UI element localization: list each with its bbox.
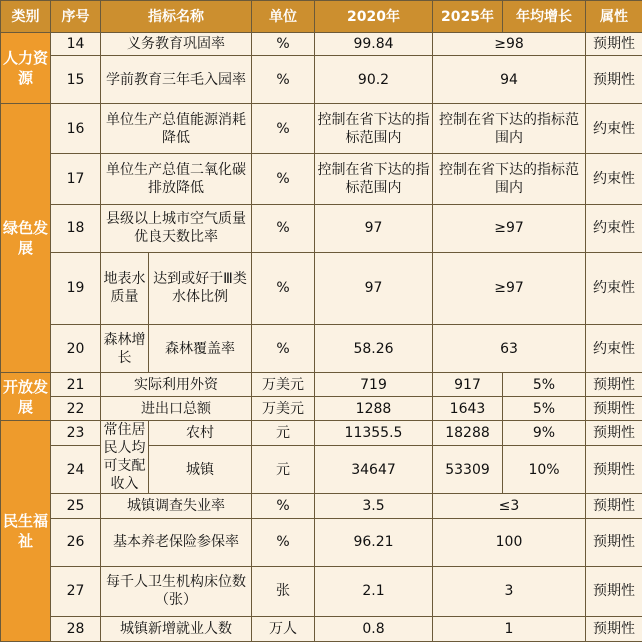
- table-row: [1, 324, 642, 372]
- unit-cell: 元: [252, 445, 315, 494]
- target-2025: 控制在省下达的指标范围内: [433, 104, 586, 154]
- table-row: [1, 204, 642, 252]
- indicator-name: 学前教育三年毛入园率: [101, 56, 252, 104]
- value-2020: 0.8: [315, 616, 433, 641]
- row-index: 27: [51, 566, 101, 616]
- target-2025: 控制在省下达的指标范围内: [433, 154, 586, 204]
- value-2025: 1643: [433, 397, 503, 421]
- value-2020: 97: [315, 252, 433, 324]
- unit-cell: %: [252, 33, 315, 56]
- attr-cell: 预期性: [586, 33, 642, 56]
- unit-cell: %: [252, 518, 315, 566]
- row-index: 14: [51, 33, 101, 56]
- unit-cell: %: [252, 104, 315, 154]
- value-2020: 2.1: [315, 566, 433, 616]
- attr-cell: 预期性: [586, 56, 642, 104]
- header-index: 序号: [51, 1, 101, 33]
- value-2020: 3.5: [315, 494, 433, 518]
- value-2025: 53309: [433, 445, 503, 494]
- header-unit: 单位: [252, 1, 315, 33]
- indicator-name: 城镇新增就业人数: [101, 616, 252, 641]
- row-index: 15: [51, 56, 101, 104]
- value-2020: 34647: [315, 445, 433, 494]
- growth-cell: 5%: [503, 397, 586, 421]
- value-2020: 控制在省下达的指标范围内: [315, 104, 433, 154]
- row-index: 22: [51, 397, 101, 421]
- table-row: [1, 154, 642, 204]
- unit-cell: 万美元: [252, 373, 315, 397]
- unit-cell: 张: [252, 566, 315, 616]
- category-human: 人力资源: [1, 33, 51, 104]
- row-index: 24: [51, 445, 101, 494]
- value-2025: 18288: [433, 421, 503, 445]
- attr-cell: 预期性: [586, 421, 642, 445]
- row-index: 23: [51, 421, 101, 445]
- header-category: 类别: [1, 1, 51, 33]
- attr-cell: 预期性: [586, 397, 642, 421]
- unit-cell: %: [252, 494, 315, 518]
- value-2020: 控制在省下达的指标范围内: [315, 154, 433, 204]
- header-attr: 属性: [586, 1, 642, 33]
- unit-cell: 元: [252, 421, 315, 445]
- target-2025: 94: [433, 56, 586, 104]
- indicator-group: 地表水质量: [101, 252, 149, 324]
- value-2025: 917: [433, 373, 503, 397]
- growth-cell: 5%: [503, 373, 586, 397]
- indicator-name: 单位生产总值能源消耗降低: [101, 104, 252, 154]
- row-index: 17: [51, 154, 101, 204]
- value-2020: 58.26: [315, 324, 433, 372]
- row-index: 18: [51, 204, 101, 252]
- attr-cell: 预期性: [586, 566, 642, 616]
- value-2020: 719: [315, 373, 433, 397]
- indicator-name: 义务教育巩固率: [101, 33, 252, 56]
- value-2020: 1288: [315, 397, 433, 421]
- attr-cell: 预期性: [586, 373, 642, 397]
- value-2020: 99.84: [315, 33, 433, 56]
- unit-cell: 万人: [252, 616, 315, 641]
- unit-cell: 万美元: [252, 397, 315, 421]
- attr-cell: 约束性: [586, 154, 642, 204]
- row-index: 21: [51, 373, 101, 397]
- table-row: [1, 104, 642, 154]
- target-2025: ≥98: [433, 33, 586, 56]
- target-2025: 100: [433, 518, 586, 566]
- value-2020: 90.2: [315, 56, 433, 104]
- unit-cell: %: [252, 252, 315, 324]
- header-row: [1, 1, 642, 33]
- category-open: 开放发展: [1, 373, 51, 421]
- table-row: [1, 566, 642, 616]
- target-2025: 63: [433, 324, 586, 372]
- category-green: 绿色发展: [1, 104, 51, 373]
- target-2025: ≥97: [433, 252, 586, 324]
- row-index: 20: [51, 324, 101, 372]
- unit-cell: %: [252, 324, 315, 372]
- table-row: [1, 421, 642, 445]
- attr-cell: 预期性: [586, 518, 642, 566]
- growth-cell: 10%: [503, 445, 586, 494]
- unit-cell: %: [252, 154, 315, 204]
- row-index: 26: [51, 518, 101, 566]
- table-row: [1, 373, 642, 397]
- table-row: [1, 445, 642, 494]
- header-name: 指标名称: [101, 1, 252, 33]
- indicator-group: 森林增长: [101, 324, 149, 372]
- indicator-name: 城镇调查失业率: [101, 494, 252, 518]
- indicator-name: 城镇: [149, 445, 252, 494]
- indicator-name: 单位生产总值二氧化碳排放降低: [101, 154, 252, 204]
- indicator-group: 常住居民人均可支配收入: [101, 421, 149, 494]
- attr-cell: 预期性: [586, 616, 642, 641]
- indicator-name: 农村: [149, 421, 252, 445]
- indicator-name: 森林覆盖率: [149, 324, 252, 372]
- row-index: 28: [51, 616, 101, 641]
- target-2025: 3: [433, 566, 586, 616]
- value-2020: 96.21: [315, 518, 433, 566]
- row-index: 16: [51, 104, 101, 154]
- indicator-name: 每千人卫生机构床位数（张）: [101, 566, 252, 616]
- attr-cell: 约束性: [586, 204, 642, 252]
- row-index: 25: [51, 494, 101, 518]
- growth-cell: 9%: [503, 421, 586, 445]
- indicator-name: 实际利用外资: [101, 373, 252, 397]
- unit-cell: %: [252, 56, 315, 104]
- header-2020: 2020年: [315, 1, 433, 33]
- indicator-name: 进出口总额: [101, 397, 252, 421]
- table-row: [1, 397, 642, 421]
- attr-cell: 预期性: [586, 494, 642, 518]
- target-2025: ≥97: [433, 204, 586, 252]
- target-2025: 1: [433, 616, 586, 641]
- table-row: [1, 616, 642, 641]
- table-row: [1, 252, 642, 324]
- unit-cell: %: [252, 204, 315, 252]
- indicator-name: 县级以上城市空气质量优良天数比率: [101, 204, 252, 252]
- table-row: [1, 33, 642, 56]
- indicator-name: 达到或好于Ⅲ类水体比例: [149, 252, 252, 324]
- table-row: [1, 518, 642, 566]
- attr-cell: 约束性: [586, 324, 642, 372]
- table-row: [1, 494, 642, 518]
- value-2020: 97: [315, 204, 433, 252]
- attr-cell: 约束性: [586, 104, 642, 154]
- attr-cell: 约束性: [586, 252, 642, 324]
- value-2020: 11355.5: [315, 421, 433, 445]
- attr-cell: 预期性: [586, 445, 642, 494]
- indicator-name: 基本养老保险参保率: [101, 518, 252, 566]
- category-livelihood: 民生福祉: [1, 421, 51, 642]
- header-2025: 2025年: [433, 1, 503, 33]
- table-row: [1, 56, 642, 104]
- row-index: 19: [51, 252, 101, 324]
- target-2025: ≤3: [433, 494, 586, 518]
- header-growth: 年均增长: [503, 1, 586, 33]
